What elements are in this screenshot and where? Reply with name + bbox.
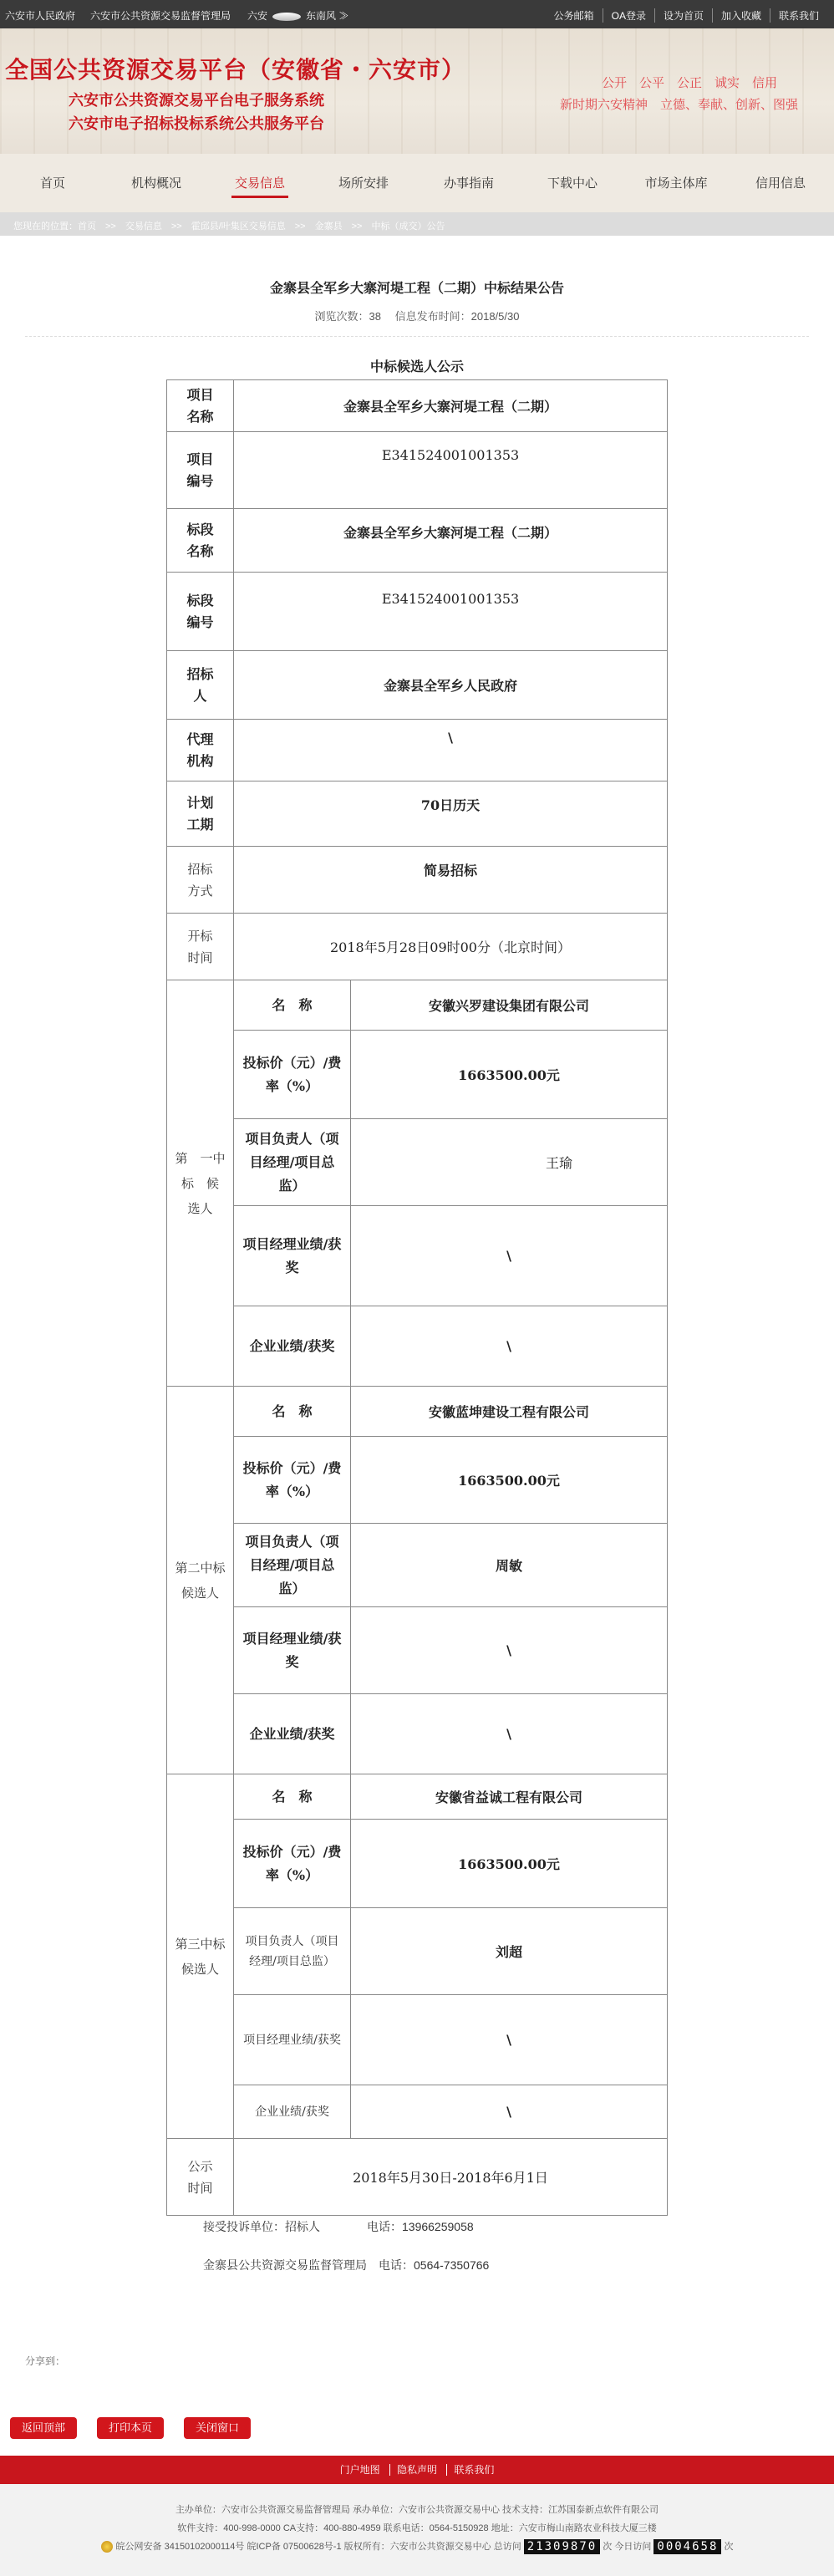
share-label: 分享到： [25,2355,66,2367]
candidate-1-manager-perf: \ [351,1206,668,1306]
candidate-1-company-perf: \ [351,1306,668,1387]
table-row [167,1820,668,1908]
candidate-1-name-label: 名 称 [234,980,351,1031]
top-link-mail[interactable]: 公务邮箱 [553,10,594,22]
footer [0,2484,834,2576]
top-bar [0,0,834,28]
nav-trade-info[interactable]: 交易信息 [235,174,285,191]
nav-home[interactable]: 首页 [39,176,66,191]
table-row [167,2085,668,2139]
table-row [167,914,668,980]
site-subtitle-2: 六安市电子招标投标系统公共服务平台 [69,115,324,133]
table-row [167,573,668,651]
footer-line-1: 主办单位：六安市公共资源交易监督管理局 承办单位：六安市公共资源交易中心 技术支持：江苏国泰新点软件有限公司 [175,2505,659,2515]
candidate-3-company-perf-label: 企业业绩/获奖 [234,2085,351,2139]
tenderer-label: 招标人 [167,651,234,720]
project-no-label: 项目编号 [167,432,234,509]
table-row [167,1306,668,1387]
nav-market-subjects[interactable]: 市场主体库 [644,176,708,191]
chevron-right-icon[interactable]: ≫ [338,10,349,22]
table-row [167,1437,668,1524]
candidate-3-manager-perf: \ [351,1995,668,2085]
slogan-2: 新时期六安精神 立德、奉献、创新、图强 [560,97,799,112]
date-label: 信息发布时间： [394,310,471,323]
candidate-2-company-perf-label: 企业业绩/获奖 [234,1694,351,1774]
back-to-top-button[interactable]: 返回顶部 [10,2417,77,2439]
cloud-icon [272,13,301,21]
publicity-period: 2018年5月30日-2018年6月1日 [234,2139,668,2216]
candidate-2-manager: 周敏 [351,1524,668,1607]
candidate-2-name-label: 名 称 [234,1387,351,1437]
candidate-1-company-perf-label: 企业业绩/获奖 [234,1306,351,1387]
table-row [167,1119,668,1206]
footer-line-3 [0,2539,834,2554]
table-row [167,1031,668,1119]
footer-link-sitemap[interactable]: 门户地图 [339,2464,380,2476]
candidate-1-manager-label: 项目负责人（项目经理/项目总监） [234,1119,351,1206]
footer-record: 皖公网安备 34150102000114号 皖ICP备 07500628号-1 版权所有：六安市公共资源交易中心 总访问 [115,2542,521,2552]
publish-date: 2018/5/30 [470,310,520,323]
candidate-1-price-label: 投标价（元）/费率（%） [234,1031,351,1119]
candidate-2-manager-perf-label: 项目经理业绩/获奖 [234,1607,351,1694]
agency-label: 代理机构 [167,720,234,781]
divider [25,336,809,337]
supervise-contact: 金寨县公共资源交易监督管理局 电话：0564-7350766 [203,2258,490,2272]
publicity-label: 公示时间 [167,2139,234,2216]
candidate-3-manager-label: 项目负责人（项目经理/项目总监） [234,1908,351,1995]
footer-line-2: 软件支持：400-998-0000 CA支持：400-880-4959 联系电话：0564-5150928 地址：六安市梅山南路农业科技大厦三楼 [177,2523,657,2533]
project-no: E341524001001353 [234,432,668,509]
project-name-label: 项目名称 [167,380,234,432]
top-link-contact[interactable]: 联系我们 [770,8,827,23]
candidate-1-price: 1663500.00元 [351,1031,668,1119]
site-title: 全国公共资源交易平台（安徽省・六安市） [5,56,466,84]
agency: \ [234,720,668,781]
top-link-favorite[interactable]: 加入收藏 [712,8,770,23]
section-no: E341524001001353 [234,573,668,651]
table-row [167,651,668,720]
table-row [167,980,668,1031]
table-row [167,1206,668,1306]
tenderer: 金寨县全军乡人民政府 [234,651,668,720]
supervise-link[interactable]: 六安市公共资源交易监督管理局 [90,10,231,22]
candidate-3-name: 安徽省益诚工程有限公司 [351,1774,668,1820]
table-row [167,1774,668,1820]
candidate-2-price-label: 投标价（元）/费率（%） [234,1437,351,1524]
footer-link-privacy[interactable]: 隐私声明 [389,2464,444,2476]
nav-venue[interactable]: 场所安排 [338,176,389,191]
top-link-homepage[interactable]: 设为首页 [654,8,712,23]
close-window-button[interactable]: 关闭窗口 [184,2417,251,2439]
candidate-2-label: 第二中标 候选人 [167,1387,234,1774]
table-row [167,2139,668,2216]
nav-credit[interactable]: 信用信息 [755,176,806,191]
table-row [167,1908,668,1995]
candidate-2-company-perf: \ [351,1694,668,1774]
gov-link[interactable]: 六安市人民政府 [5,10,76,22]
open-time-label: 开标时间 [167,914,234,980]
top-link-oa[interactable]: OA登录 [603,8,654,23]
result-table [166,379,668,2216]
nav-about[interactable]: 机构概况 [130,176,182,191]
slogan-1: 公开 公平 公正 诚实 信用 [602,75,778,90]
table-row [167,432,668,509]
print-button[interactable]: 打印本页 [97,2417,164,2439]
method-label: 招标方式 [167,847,234,914]
project-name: 金寨县全军乡大寨河堤工程（二期） [234,380,668,432]
weather-city: 六安 [247,10,268,22]
candidate-1-name: 安徽兴罗建设集团有限公司 [351,980,668,1031]
site-header [0,28,834,154]
complaint-contact: 接受投诉单位：招标人 电话：13966259058 [203,2220,474,2233]
candidate-2-manager-label: 项目负责人（项目经理/项目总监） [234,1524,351,1607]
table-row [167,1694,668,1774]
candidate-2-name: 安徽蓝坤建设工程有限公司 [351,1387,668,1437]
table-row [167,1524,668,1607]
section-title: 中标候选人公示 [369,359,464,374]
table-row [167,781,668,847]
nav-guide[interactable]: 办事指南 [443,176,495,191]
candidate-1-manager: 王瑜 [351,1119,668,1206]
article-title: 金寨县全军乡大寨河堤工程（二期）中标结果公告 [269,282,564,296]
candidate-1-label: 第 一中标 候 选人 [167,980,234,1387]
period-label: 计划工期 [167,781,234,847]
candidate-3-price: 1663500.00元 [351,1820,668,1908]
top-links [546,8,827,23]
candidate-2-manager-perf: \ [351,1607,668,1694]
views-count: 38 [369,310,381,323]
weather-wind: 东南风 [306,10,337,22]
visits-unit: 次 [724,2542,734,2552]
total-visits-counter: 21309870 [524,2539,600,2554]
table-row [167,1387,668,1437]
candidate-3-price-label: 投标价（元）/费率（%） [234,1820,351,1908]
today-visits-label: 次 今日访问 [603,2542,652,2552]
section-name: 金寨县全军乡大寨河堤工程（二期） [234,509,668,573]
today-visits-counter: 0004658 [653,2539,721,2554]
candidate-2-price: 1663500.00元 [351,1437,668,1524]
candidate-3-name-label: 名 称 [234,1774,351,1820]
section-no-label: 标段编号 [167,573,234,651]
candidate-3-manager: 刘超 [351,1908,668,1995]
period: 70日历天 [234,781,668,847]
table-row [167,1607,668,1694]
site-subtitle-1: 六安市公共资源交易平台电子服务系统 [69,92,324,109]
views-label: 浏览次数： [314,310,369,323]
main-nav [0,154,834,212]
footer-link-contact[interactable]: 联系我们 [446,2464,501,2476]
open-time: 2018年5月28日09时00分（北京时间） [234,914,668,980]
candidate-1-manager-perf-label: 项目经理业绩/获奖 [234,1206,351,1306]
breadcrumb[interactable]: 您现在的位置：首页 >> 交易信息 >> 霍邱县/叶集区交易信息 >> 金寨县 >> 中标（成交）公告 [0,212,834,236]
nav-download[interactable]: 下载中心 [547,176,598,191]
footer-links [0,2456,834,2484]
table-row [167,509,668,573]
table-row [167,720,668,781]
table-row [167,380,668,432]
weather-widget [247,8,348,23]
candidate-3-company-perf: \ [351,2085,668,2139]
candidate-3-label: 第三中标候选人 [167,1774,234,2139]
candidate-3-manager-perf-label: 项目经理业绩/获奖 [234,1995,351,2085]
table-row [167,1995,668,2085]
article-content [0,242,834,2449]
method: 简易招标 [234,847,668,914]
table-row [167,847,668,914]
article-meta [0,308,834,323]
police-badge-icon [101,2541,113,2553]
section-name-label: 标段名称 [167,509,234,573]
